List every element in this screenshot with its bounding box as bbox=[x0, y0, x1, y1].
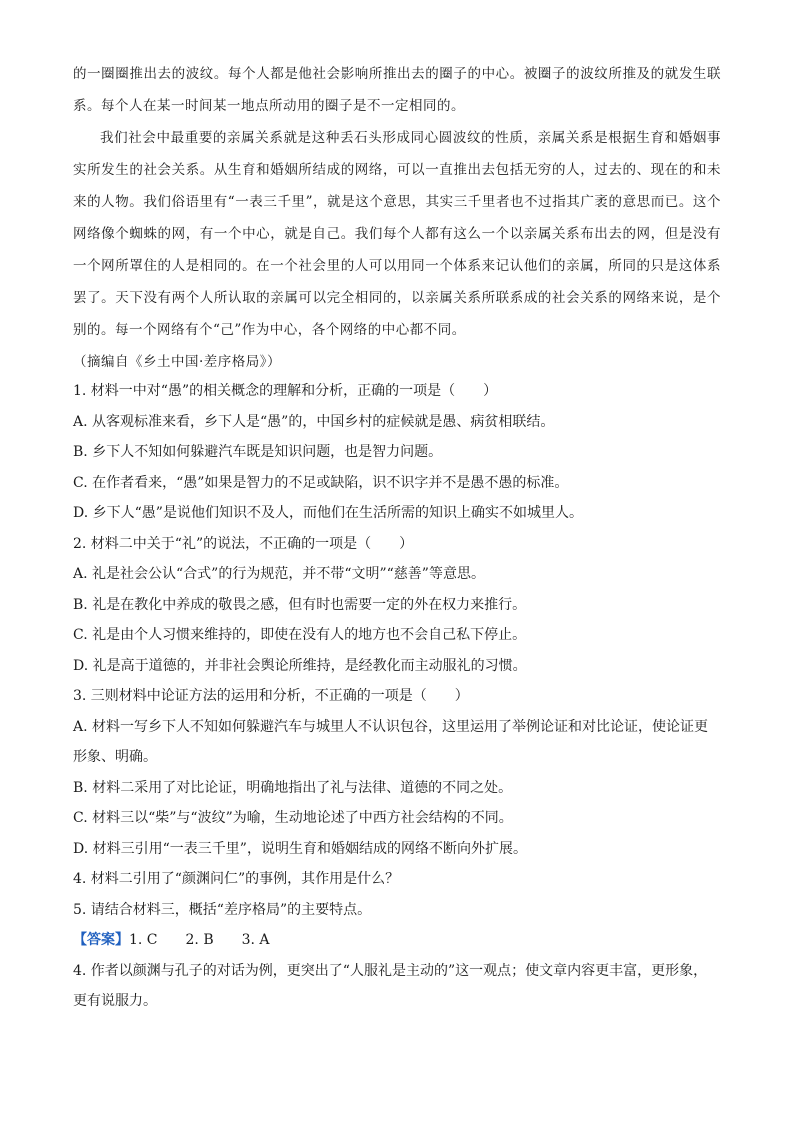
question-1-stem: 1. 材料一中对“愚”的相关概念的理解和分析，正确的一项是（ ） bbox=[73, 383, 498, 399]
answer-label: 【答案】 bbox=[73, 932, 129, 948]
question-1-option-d: D. 乡下人“愚”是说他们知识不及人，而他们在生活所需的知识上确实不如城里人。 bbox=[73, 505, 583, 521]
question-1-option-a: A. 从客观标准来看，乡下人是“愚”的，中国乡村的症候就是愚、病贫相联结。 bbox=[73, 413, 555, 430]
answer-line bbox=[73, 925, 721, 956]
question-2-option-d: D. 礼是高于道德的，并非社会舆论所维持，是经教化而主动服礼的习惯。 bbox=[73, 657, 527, 674]
answer-choices: 1. C 2. B 3. A bbox=[129, 932, 270, 948]
question-2-stem: 2. 材料二中关于“礼”的说法，不正确的一项是（ ） bbox=[73, 535, 414, 552]
passage-source: （摘编自《乡土中国·差序格局》） bbox=[73, 354, 282, 370]
question-1-option-b: B. 乡下人不知如何躲避汽车既是知识问题，也是智力问题。 bbox=[73, 444, 443, 460]
passage-paragraph: 我们社会中最重要的亲属关系就是这种丢石头形成同心圆波纹的性质，亲属关系是根据生育和婚姻事实所发生的社会关系。从生育和婚姻所结成的网络，可以一直推出去包括无穷的人，过去的、现在的和未来的人物。我们俗语里有“一表三千里”，就是这个意思，其实三千里者也不过指其广袤的意思而已。这个网络像个蜘蛛的网，有一个中心，就是自己。我们每个人都有这么一个以亲属关系布出去的网，但是没有一个网所罩住的人是相同的。在一个社会里的人可以用同一个体系来记认他们的亲属，所同的只是这体系罢了。天下没有两个人所认取的亲属可以完全相同的，以亲属关系所联系成的社会关系的网络来说，是个别的。每一个网络有个“己”作为中心，各个网络的中心都不同。 bbox=[73, 130, 721, 338]
question-3-option-a: A. 材料一写乡下人不知如何躲避汽车与城里人不认识包谷，这里运用了举例论证和对比论证，使论证更形象、明确。 bbox=[73, 718, 709, 765]
question-3-option-c: C. 材料三以“柴”与“波纹”为喻，生动地论述了中西方社会结构的不同。 bbox=[73, 810, 513, 826]
question-2-option-a: A. 礼是社会公认“合式”的行为规范，并不带“文明”“慈善”等意思。 bbox=[73, 566, 485, 582]
question-3-option-d: D. 材料三引用“一表三千里”，说明生育和婚姻结成的网络不断向外扩展。 bbox=[73, 840, 527, 857]
question-4-stem: 4. 材料二引用了“颜渊问仁”的事例，其作用是什么？ bbox=[73, 871, 400, 887]
passage bbox=[73, 58, 721, 378]
question-3-stem: 3. 三则材料中论证方法的运用和分析，不正确的一项是（ ） bbox=[73, 688, 469, 704]
passage-paragraph: 的一圈圈推出去的波纹。每个人都是他社会影响所推出去的圈子的中心。被圈子的波纹所推及的就发生联系。每个人在某一时间某一地点所动用的圈子是不一定相同的。 bbox=[73, 66, 721, 114]
question-5-stem: 5. 请结合材料三，概括“差序格局”的主要特点。 bbox=[73, 901, 372, 918]
question-3-option-b: B. 材料二采用了对比论证，明确地指出了礼与法律、道德的不同之处。 bbox=[73, 779, 513, 796]
question-2-option-b: B. 礼是在教化中养成的敬畏之感，但有时也需要一定的外在权力来推行。 bbox=[73, 596, 527, 613]
question-2-option-c: C. 礼是由个人习惯来维持的，即使在没有人的地方也不会自己私下停止。 bbox=[73, 627, 527, 643]
question-1-option-c: C. 在作者看来，“愚”如果是智力的不足或缺陷，识不识字并不是愚不愚的标准。 bbox=[73, 474, 569, 491]
question-list bbox=[73, 376, 721, 1017]
answer-explanation: 4. 作者以颜渊与孔子的对话为例，更突出了“人服礼是主动的”这一观点；使文章内容更丰富，更形象，更有说服力。 bbox=[73, 962, 708, 1009]
